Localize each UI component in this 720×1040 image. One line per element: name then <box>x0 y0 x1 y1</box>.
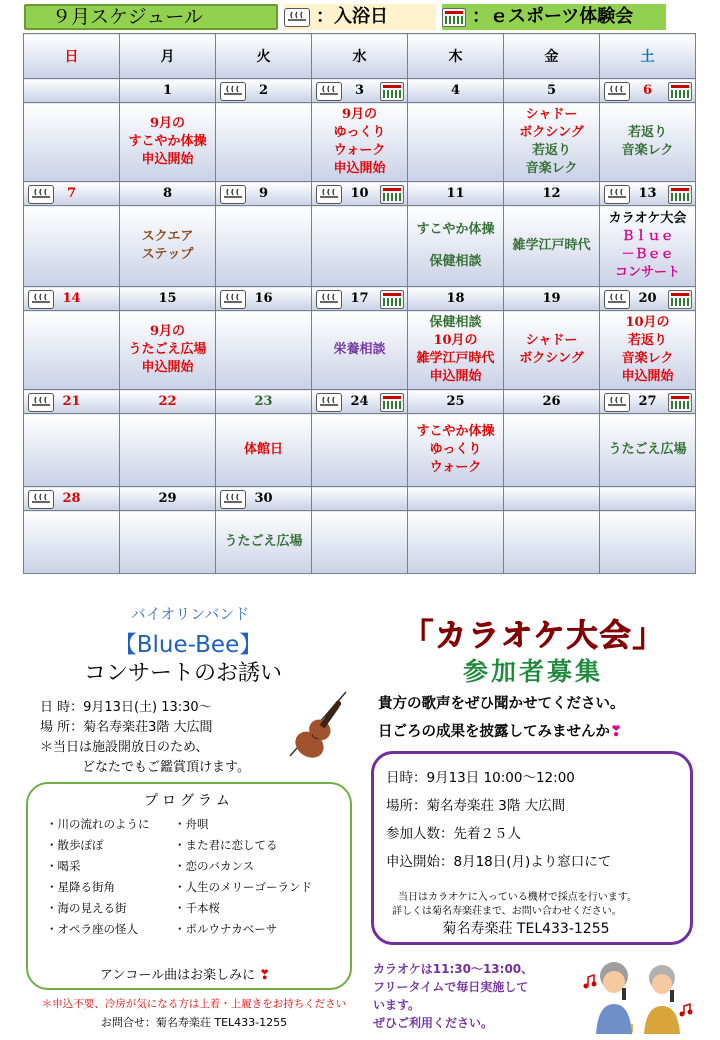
date-row <box>24 182 696 206</box>
esports-icon <box>442 8 466 27</box>
event-line: うたごえ広場 <box>128 342 207 357</box>
event-cell <box>312 511 408 574</box>
date-cell <box>24 390 120 414</box>
event-line: すこやか体操 <box>416 222 495 237</box>
event-line: 申込開始 <box>333 161 386 176</box>
day-number: 7 <box>66 186 77 201</box>
day-number: 9 <box>258 186 269 201</box>
day-number: 26 <box>542 394 561 409</box>
event-line: 若返り <box>627 333 667 348</box>
day-number: 24 <box>350 394 369 409</box>
event-cell <box>120 511 216 574</box>
date-cell <box>600 390 696 414</box>
esports-legend <box>442 4 666 30</box>
date-cell <box>120 390 216 414</box>
event-line: 申込開始 <box>141 152 194 167</box>
singers-illustration-icon <box>574 958 698 1036</box>
event-line: 若返り <box>531 143 571 158</box>
date-cell <box>600 487 696 511</box>
hot-spring-icon <box>316 185 342 204</box>
hot-spring-icon <box>220 490 246 509</box>
event-cell <box>24 206 120 287</box>
event-cell <box>600 511 696 574</box>
encore-text: アンコール曲はお楽しみに <box>99 968 256 983</box>
event-line: カラオケ大会 <box>608 211 687 226</box>
date-cell <box>216 182 312 206</box>
event-row <box>24 511 696 574</box>
event-line: ボクシング <box>519 351 584 366</box>
hot-spring-icon <box>28 490 54 509</box>
weekday-header: 金 <box>504 34 600 79</box>
program-item: ・恋のバカンス <box>174 859 255 873</box>
date-row <box>24 79 696 103</box>
event-cell <box>504 206 600 287</box>
event-line: 若返り <box>627 125 667 140</box>
karaoke-capacity: 参加人数：先着２５人 <box>386 826 521 842</box>
date-cell <box>120 79 216 103</box>
event-line: 申込開始 <box>141 360 194 375</box>
karaoke-contact: 菊名寿楽荘 TEL433-1255 <box>442 921 610 937</box>
esports-icon <box>668 82 692 101</box>
karaoke-title: 「カラオケ大会」 <box>402 618 666 654</box>
program-heading: プログラム <box>144 793 234 809</box>
day-number: 3 <box>354 83 365 98</box>
program-item: ・人生のメリーゴーランド <box>174 880 312 894</box>
day-number: 22 <box>158 394 177 409</box>
weekday-header: 日 <box>24 34 120 79</box>
day-number: 19 <box>542 291 561 306</box>
hot-spring-icon <box>604 185 630 204</box>
event-line: シャドー <box>525 107 578 122</box>
day-number: 14 <box>62 291 81 306</box>
date-row <box>24 487 696 511</box>
day-number: 29 <box>158 491 177 506</box>
day-number: 27 <box>638 394 657 409</box>
event-cell <box>216 103 312 182</box>
day-number: 18 <box>446 291 465 306</box>
hot-spring-icon <box>28 393 54 412</box>
date-cell <box>312 287 408 311</box>
karaoke-small-2: 詳しくは菊名寿楽荘まで、お問い合わせください。 <box>392 906 622 917</box>
concert-footnote: ＊申込不要、冷房が気になる方は上着・上履きをお持ちください <box>41 998 347 1010</box>
event-line: うたごえ広場 <box>608 442 687 457</box>
date-row <box>24 287 696 311</box>
event-line: 10月の <box>625 315 670 330</box>
exclamation-heart-icon: ❣ <box>259 968 271 983</box>
day-number: 5 <box>546 83 557 98</box>
event-cell <box>408 103 504 182</box>
day-number: 12 <box>542 186 561 201</box>
event-cell <box>120 311 216 390</box>
date-cell <box>600 79 696 103</box>
event-cell <box>408 311 504 390</box>
event-cell <box>600 311 696 390</box>
day-number: 6 <box>642 83 653 98</box>
event-cell <box>312 311 408 390</box>
calendar-table <box>23 33 696 574</box>
day-number: 13 <box>638 186 657 201</box>
event-cell <box>24 311 120 390</box>
date-cell <box>24 287 120 311</box>
event-cell <box>408 206 504 287</box>
event-line: 申込開始 <box>429 369 482 384</box>
karaoke-apply: 申込開始：8月18日(月)より窓口にて <box>386 854 612 870</box>
event-line: すこやか体操 <box>128 134 207 149</box>
program-item: ・川の流れのように <box>46 817 150 831</box>
hot-spring-icon <box>604 290 630 309</box>
event-line: 栄養相談 <box>333 342 386 357</box>
weekday-header: 水 <box>312 34 408 79</box>
event-line: 9月の <box>149 324 186 339</box>
karaoke-lead-2-text: 日ごろの成果を披露してみませんか <box>378 724 610 740</box>
karaoke-lead-1: 貴方の歌声をぜひ聞かせてください。 <box>378 696 625 712</box>
program-item: ・千本桜 <box>174 901 220 915</box>
concert-note-2: どなたでもご鑑賞頂けます。 <box>82 760 250 775</box>
program-item: ・海の見える街 <box>46 901 127 915</box>
program-item: ・ポルウナカベーサ <box>174 922 278 936</box>
event-cell <box>600 206 696 287</box>
event-cell <box>120 414 216 487</box>
day-number: 17 <box>350 291 369 306</box>
esports-icon <box>380 290 404 309</box>
event-line: ゆっくり <box>429 442 482 457</box>
karaoke-lead-2 <box>378 720 622 741</box>
date-cell <box>312 487 408 511</box>
program-item: ・また君に恋してる <box>174 838 278 852</box>
bath-legend <box>284 4 436 30</box>
concert-title: コンサートのお誘い <box>83 661 282 686</box>
esports-icon <box>668 185 692 204</box>
event-cell <box>216 511 312 574</box>
day-number: 20 <box>638 291 657 306</box>
event-line: 音楽レク <box>621 351 674 366</box>
concert-place: 場 所：菊名寿楽荘3階 大広間 <box>40 720 213 735</box>
date-cell <box>408 287 504 311</box>
weekday-header: 土 <box>600 34 696 79</box>
concert-note-1: ＊当日は施設開放日のため、 <box>40 740 209 755</box>
program-item: ・オペラ座の怪人 <box>46 922 138 936</box>
event-cell <box>216 206 312 287</box>
event-line: 音楽レク <box>621 143 674 158</box>
event-line: 雑学江戸時代 <box>416 351 495 366</box>
date-cell <box>408 487 504 511</box>
date-cell <box>312 390 408 414</box>
schedule-title: ９月スケジュール <box>24 4 278 30</box>
karaoke-place: 場所：菊名寿楽荘 3階 大広間 <box>386 798 566 814</box>
date-cell <box>504 79 600 103</box>
event-cell <box>24 511 120 574</box>
date-cell <box>24 182 120 206</box>
event-cell <box>408 511 504 574</box>
esports-legend-label: ：ｅスポーツ体験会 <box>472 6 634 27</box>
day-number: 25 <box>446 394 465 409</box>
date-cell <box>408 79 504 103</box>
esports-icon <box>380 185 404 204</box>
date-cell <box>120 287 216 311</box>
event-cell <box>216 414 312 487</box>
date-cell <box>600 182 696 206</box>
event-cell <box>600 103 696 182</box>
program-item: ・喝采 <box>46 859 81 873</box>
date-cell <box>504 287 600 311</box>
day-number: 23 <box>254 394 273 409</box>
concert-datetime: 日 時：9月13日(土) 13:30～ <box>40 700 212 715</box>
event-line: 雑学江戸時代 <box>512 238 591 253</box>
day-number: 28 <box>62 491 81 506</box>
event-cell <box>120 103 216 182</box>
event-cell <box>408 414 504 487</box>
event-cell <box>504 311 600 390</box>
event-line: 9月の <box>149 116 186 131</box>
day-number: 1 <box>162 83 173 98</box>
bath-legend-label: ：入浴日 <box>316 6 388 27</box>
esports-icon <box>380 82 404 101</box>
hot-spring-icon <box>316 393 342 412</box>
event-line: 申込開始 <box>621 369 674 384</box>
encore-note <box>40 964 330 983</box>
day-number: 2 <box>258 83 269 98</box>
event-line: ウォーク <box>429 460 482 475</box>
program-item: ・星降る街角 <box>46 880 115 894</box>
event-line: 保健相談 <box>429 315 482 330</box>
hot-spring-icon <box>28 290 54 309</box>
hot-spring-icon <box>28 185 54 204</box>
karaoke-bottom-3: います。 <box>373 998 421 1012</box>
day-number: 11 <box>446 186 465 201</box>
hot-spring-icon <box>284 8 310 27</box>
event-cell <box>504 511 600 574</box>
day-number: 8 <box>162 186 173 201</box>
weekday-header: 月 <box>120 34 216 79</box>
hot-spring-icon <box>316 82 342 101</box>
concert-contact: お問合せ：菊名寿楽荘 TEL433-1255 <box>100 1016 288 1029</box>
date-cell <box>408 390 504 414</box>
date-cell <box>504 487 600 511</box>
date-cell <box>504 390 600 414</box>
hot-spring-icon <box>220 185 246 204</box>
program-item: ・散歩ぽぽ <box>46 838 104 852</box>
date-cell <box>24 79 120 103</box>
karaoke-bottom-4: ぜひご利用ください。 <box>373 1016 494 1030</box>
event-cell <box>312 103 408 182</box>
hot-spring-icon <box>220 82 246 101</box>
event-line: 音楽レク <box>525 161 578 176</box>
date-cell <box>312 182 408 206</box>
day-number: 30 <box>254 491 273 506</box>
event-line: シャドー <box>525 333 578 348</box>
date-cell <box>312 79 408 103</box>
event-line: 保健相談 <box>429 254 482 269</box>
event-line: 体館日 <box>243 442 283 457</box>
day-number: 16 <box>254 291 273 306</box>
date-cell <box>216 79 312 103</box>
day-number: 10 <box>350 186 369 201</box>
event-line: ステップ <box>141 247 194 262</box>
esports-icon <box>668 290 692 309</box>
event-cell <box>216 311 312 390</box>
date-cell <box>216 487 312 511</box>
event-line: ゆっくり <box>333 125 386 140</box>
event-cell <box>312 206 408 287</box>
weekday-header: 木 <box>408 34 504 79</box>
event-line: ボクシング <box>519 125 584 140</box>
weekday-header-row <box>24 34 696 79</box>
event-line: すこやか体操 <box>416 424 495 439</box>
day-number: 21 <box>62 394 81 409</box>
date-cell <box>216 390 312 414</box>
karaoke-subtitle: 参加者募集 <box>462 657 603 686</box>
karaoke-datetime: 日時：9月13日 10:00～12:00 <box>386 770 575 786</box>
weekday-header: 火 <box>216 34 312 79</box>
day-number: 15 <box>158 291 177 306</box>
event-row <box>24 414 696 487</box>
event-row <box>24 206 696 287</box>
event-cell <box>600 414 696 487</box>
event-line: 10月の <box>433 333 478 348</box>
event-cell <box>504 414 600 487</box>
event-line <box>408 239 503 253</box>
event-line: うたごえ広場 <box>224 534 303 549</box>
event-line: －Ｂｅｅ <box>621 247 674 262</box>
event-row <box>24 311 696 390</box>
event-line: スクエア <box>141 229 194 244</box>
event-cell <box>24 414 120 487</box>
concert-band-name: 【Blue-Bee】 <box>113 632 263 658</box>
hot-spring-icon <box>604 82 630 101</box>
date-cell <box>120 182 216 206</box>
hot-spring-icon <box>316 290 342 309</box>
concert-subtitle: バイオリンバンド <box>130 605 250 623</box>
event-line: 9月の <box>341 107 378 122</box>
karaoke-bottom-1: カラオケは11:30～13:00、 <box>373 962 534 976</box>
date-cell <box>24 487 120 511</box>
date-cell <box>216 287 312 311</box>
event-cell <box>312 414 408 487</box>
hot-spring-icon <box>220 290 246 309</box>
esports-icon <box>380 393 404 412</box>
karaoke-small-1: 当日はカラオケに入っている機材で採点を行います。 <box>398 892 637 903</box>
day-number: 4 <box>450 83 461 98</box>
event-line: ウォーク <box>333 143 386 158</box>
date-cell <box>120 487 216 511</box>
date-cell <box>504 182 600 206</box>
date-cell <box>600 287 696 311</box>
violin-icon <box>282 686 354 770</box>
date-cell <box>408 182 504 206</box>
event-cell <box>24 103 120 182</box>
program-item: ・舟唄 <box>174 817 209 831</box>
event-line: Ｂｌｕｅ <box>621 229 674 244</box>
event-cell <box>120 206 216 287</box>
event-cell <box>504 103 600 182</box>
event-row <box>24 103 696 182</box>
event-line: コンサート <box>614 265 680 280</box>
hot-spring-icon <box>604 393 630 412</box>
karaoke-bottom-2: フリータイムで毎日実施して <box>373 980 529 994</box>
heart-icon: ❣ <box>610 724 623 740</box>
esports-icon <box>668 393 692 412</box>
date-row <box>24 390 696 414</box>
